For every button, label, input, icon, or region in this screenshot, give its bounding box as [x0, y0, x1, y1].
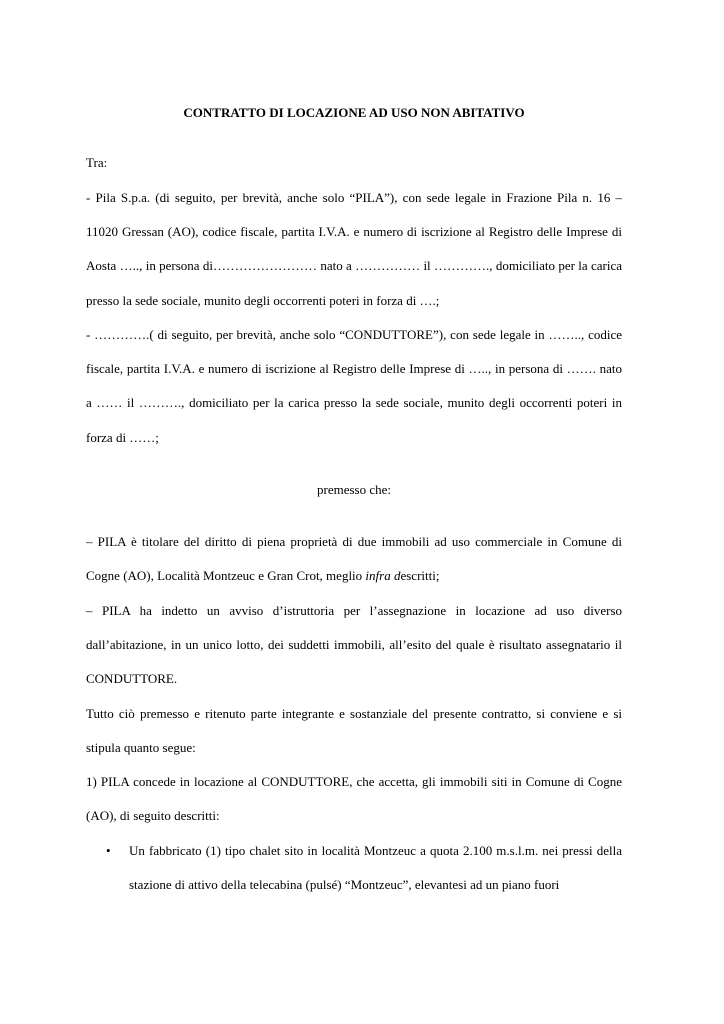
party-pila-text: - Pila S.p.a. (di seguito, per brevità, anche solo “PILA”), con sede legale in Frazione Pila n. 16 – 11020 Gressan (AO), codice fiscale, partita I.V.A. e numero di iscrizione al Registro delle Imprese di Aosta ….., in persona di…………………… nato a …………… il …………., domiciliato per la carica presso la sede sociale, munito degli occorrenti poteri in forza di ….; [86, 190, 622, 308]
premessa-1-part-b: escritti; [400, 568, 440, 584]
premesso-heading [86, 473, 622, 507]
premessa-1-paragraph [86, 525, 622, 593]
premessa-1-text [86, 525, 622, 593]
party-conduttore-paragraph [86, 318, 622, 455]
premessa-1-italic: infra d [365, 568, 401, 584]
party-conduttore-text: - ………….( di seguito, per brevità, anche solo “CONDUTTORE”), con sede legale in …….., codice fiscale, partita I.V.A. e numero di iscrizione al Registro delle Imprese di ….., in persona di ……. nato a …… il ………., domiciliato per la carica presso la sede sociale, munito degli occorrenti poteri in forza di ……; [86, 327, 622, 445]
premessa-1-part-a: – PILA è titolare del diritto di piena proprietà di due immobili ad uso commerciale in Comune di Cogne (AO), Località Montzeuc e Gran Crot, meglio [86, 534, 622, 584]
tutto-paragraph [86, 697, 622, 765]
article-1-paragraph [86, 765, 622, 833]
premessa-2-paragraph [86, 594, 622, 697]
tra-text: Tra: [86, 155, 108, 170]
bullet-icon: • [106, 843, 111, 858]
premesso-text: premesso che: [316, 482, 391, 497]
bullet-item-fabbricato [86, 834, 622, 902]
article-1-text: 1) PILA concede in locazione al CONDUTTORE, che accetta, gli immobili siti in Comune di Cogne (AO), di seguito descritti: [86, 774, 622, 824]
tutto-text: Tutto ciò premesso e ritenuto parte integrante e sostanziale del presente contratto, si conviene e si stipula quanto segue: [86, 706, 622, 756]
tra-label [86, 146, 622, 180]
party-pila-paragraph [86, 181, 622, 318]
document-title: CONTRATTO DI LOCAZIONE AD USO NON ABITATIVO [183, 105, 525, 120]
bullet-item-text: Un fabbricato (1) tipo chalet sito in località Montzeuc a quota 2.100 m.s.l.m. nei pressi della stazione di attivo della telecabina (pulsé) “Montzeuc”, elevantesi ad un piano fuori [129, 843, 622, 893]
premessa-2-text: – PILA ha indetto un avviso d’istruttoria per l’assegnazione in locazione ad uso diverso dall’abitazione, in un unico lotto, dei suddetti immobili, all’esito del quale è risultato assegnatario il CONDUTTORE. [86, 603, 622, 687]
